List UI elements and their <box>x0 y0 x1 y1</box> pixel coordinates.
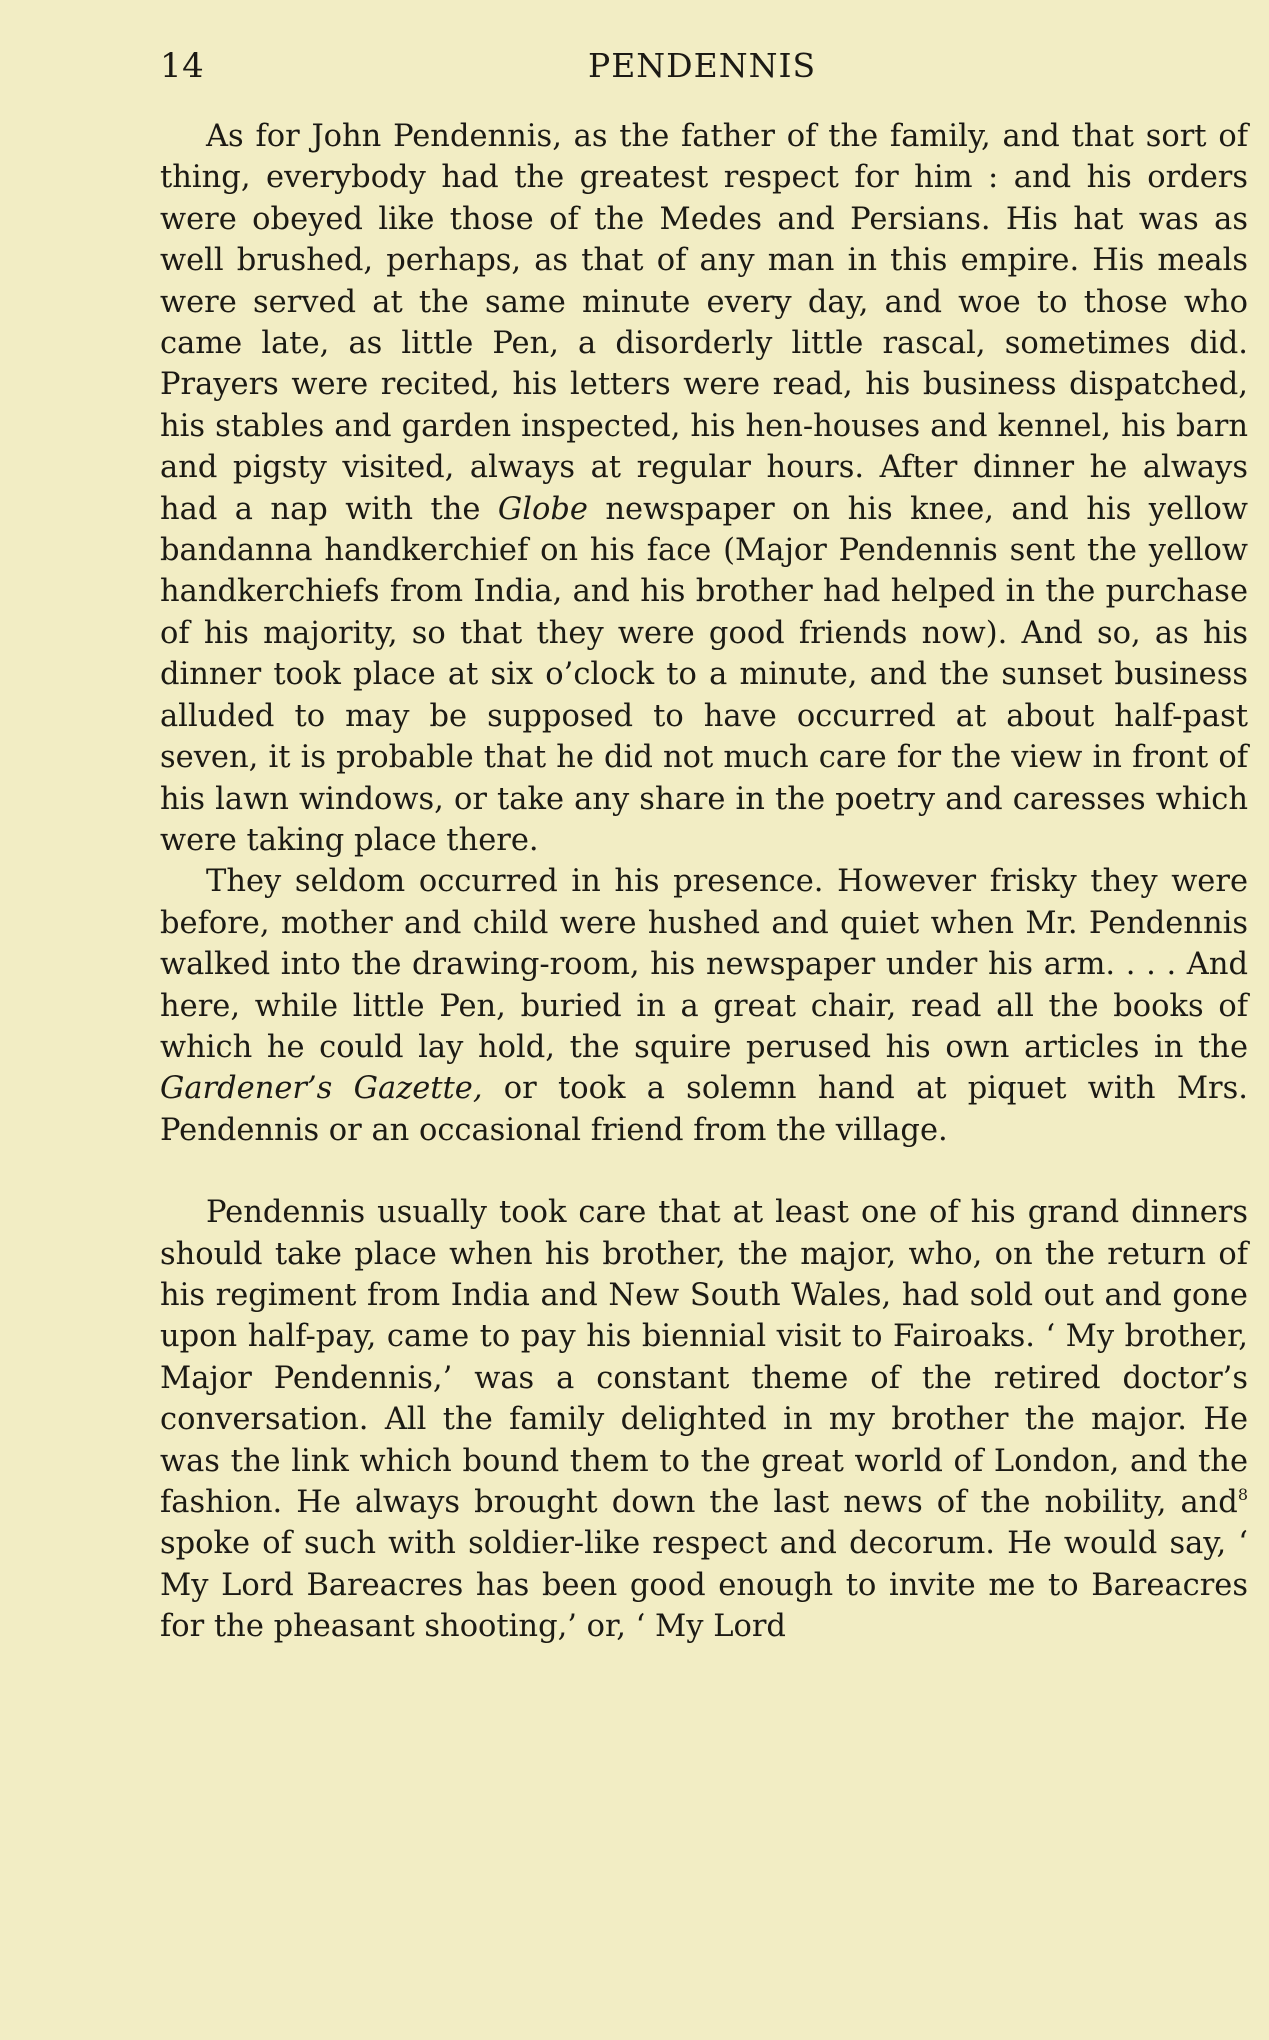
footnote-marker: 8 <box>1237 1485 1248 1504</box>
paragraph-2-text-b: or took a solemn hand at piquet with Mrs. Pendennis or an occasional friend from the village. <box>160 1071 1248 1148</box>
paragraph-2-text-a: They seldom occurred in his presence. However frisky they were before, mother and child were hushed and quiet when Mr. Pendennis walked into the drawing-room, his newspaper under his arm. . . . And here, while little Pen, buried in a great chair, read all the books of which he could lay hold, the squire perused his own articles in the <box>160 864 1248 1065</box>
paragraph-3-text-b: spoke of such with soldier-like respect and decorum. He would say, ‘ My Lord Bareacres has been good enough to invite me to Bareacres for the pheasant shooting,’ or, ‘ My Lord <box>160 1526 1248 1645</box>
paragraph-1-italic: Globe <box>497 491 588 527</box>
running-head <box>160 44 1250 94</box>
body-text <box>160 116 1248 1648</box>
paragraph-2-italic: Gardener’s Gazette, <box>160 1071 483 1107</box>
paragraph-3-text-a: Pendennis usually took care that at least one of his grand dinners should take place when his brother, the major, who, on the return of his regiment from India and New South Wales, had sold out and gone upon half-pay, came to pay his biennial visit to Fairoaks. ‘ My brother, Major Pendennis,’ was a constant theme of the retired doctor’s conversation. All the family delighted in my brother the major. He was the link which bound them to the great world of London, and the fashion. He always brought down the last news of the nobility, and <box>160 1195 1248 1520</box>
paragraph-1-text-b: newspaper on his knee, and his yellow bandanna handkerchief on his face (Major Pendennis sent the yellow handkerchiefs from India, and his brother had helped in the purchase of his majority, so that they were good friends now). And so, as his dinner took place at six o’clock to a minute, and the sunset business alluded to may be supposed to have occurred at about half-past seven, it is probable that he did not much care for the view in front of his lawn windows, or take any share in the poetry and caresses which were taking place there. <box>160 491 1248 858</box>
page-number: 14 <box>160 46 205 86</box>
running-title: PENDENNIS <box>588 46 817 85</box>
paragraph-3 <box>160 1192 1248 1647</box>
paragraph-1 <box>160 116 1248 861</box>
paragraph-1-text-a: As for John Pendennis, as the father of the family, and that sort of thing, everybody had the greatest respect for him : and his orders were obeyed like those of the Medes and Persians. His hat was as well brushed, perhaps, as that of any man in this empire. His meals were served at the same minute every day, and woe to those who came late, as little Pen, a disorderly little rascal, sometimes did. Prayers were recited, his letters were read, his business dispatched, his stables and garden inspected, his hen-houses and kennel, his barn and pigsty visited, always at regular hours. After dinner he always had a nap with the <box>160 119 1248 527</box>
paragraph-2 <box>160 861 1248 1151</box>
